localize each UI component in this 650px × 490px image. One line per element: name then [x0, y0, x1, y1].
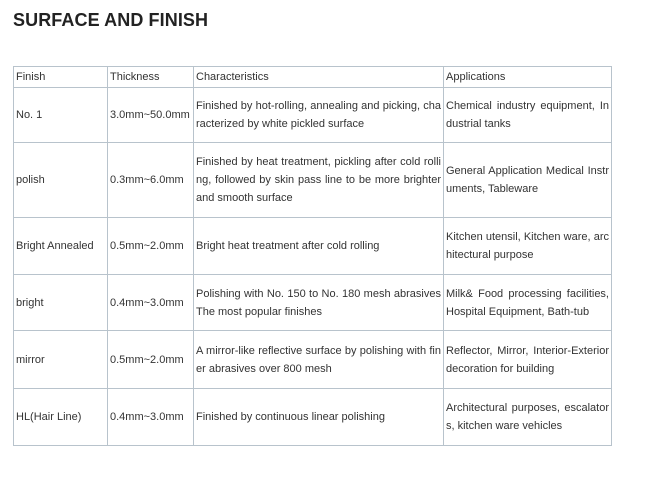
table-row: [14, 275, 612, 331]
cell-thickness: 0.4mm~3.0mm: [108, 389, 194, 446]
header-characteristics: Characteristics: [194, 67, 444, 88]
cell-applications: Milk& Food processing facilities, Hospital Equipment, Bath-tub: [444, 275, 612, 331]
cell-characteristics: Finished by hot-rolling, annealing and picking, characterized by white pickled surface: [194, 88, 444, 143]
cell-finish: No. 1: [14, 88, 108, 143]
cell-thickness: 3.0mm~50.0mm: [108, 88, 194, 143]
cell-thickness: 0.3mm~6.0mm: [108, 143, 194, 218]
cell-thickness: 0.5mm~2.0mm: [108, 218, 194, 275]
cell-applications: Kitchen utensil, Kitchen ware, architectural purpose: [444, 218, 612, 275]
header-applications: Applications: [444, 67, 612, 88]
table-row: [14, 143, 612, 218]
cell-thickness: 0.5mm~2.0mm: [108, 331, 194, 389]
cell-applications: Reflector, Mirror, Interior-Exterior decoration for building: [444, 331, 612, 389]
table-header-row: [14, 67, 612, 88]
cell-finish: Bright Annealed: [14, 218, 108, 275]
cell-characteristics: A mirror-like reflective surface by polishing with finer abrasives over 800 mesh: [194, 331, 444, 389]
table-row: [14, 389, 612, 446]
header-finish: Finish: [14, 67, 108, 88]
cell-finish: mirror: [14, 331, 108, 389]
cell-applications: Architectural purposes, escalators, kitchen ware vehicles: [444, 389, 612, 446]
cell-applications: General Application Medical Instruments, Tableware: [444, 143, 612, 218]
table-row: [14, 331, 612, 389]
table-row: [14, 218, 612, 275]
cell-finish: HL(Hair Line): [14, 389, 108, 446]
surface-finish-table: [13, 66, 612, 446]
cell-thickness: 0.4mm~3.0mm: [108, 275, 194, 331]
cell-characteristics: Finished by heat treatment, pickling after cold rolling, followed by skin pass line to be more brighter and smooth surface: [194, 143, 444, 218]
cell-characteristics: Bright heat treatment after cold rolling: [194, 218, 444, 275]
cell-characteristics: Polishing with No. 150 to No. 180 mesh abrasives The most popular finishes: [194, 275, 444, 331]
page-title: SURFACE AND FINISH: [13, 10, 209, 30]
cell-characteristics: Finished by continuous linear polishing: [194, 389, 444, 446]
cell-finish: bright: [14, 275, 108, 331]
header-thickness: Thickness: [108, 67, 194, 88]
cell-finish: polish: [14, 143, 108, 218]
table-row: [14, 88, 612, 143]
surface-finish-table-container: [13, 66, 611, 446]
cell-applications: Chemical industry equipment, Industrial tanks: [444, 88, 612, 143]
